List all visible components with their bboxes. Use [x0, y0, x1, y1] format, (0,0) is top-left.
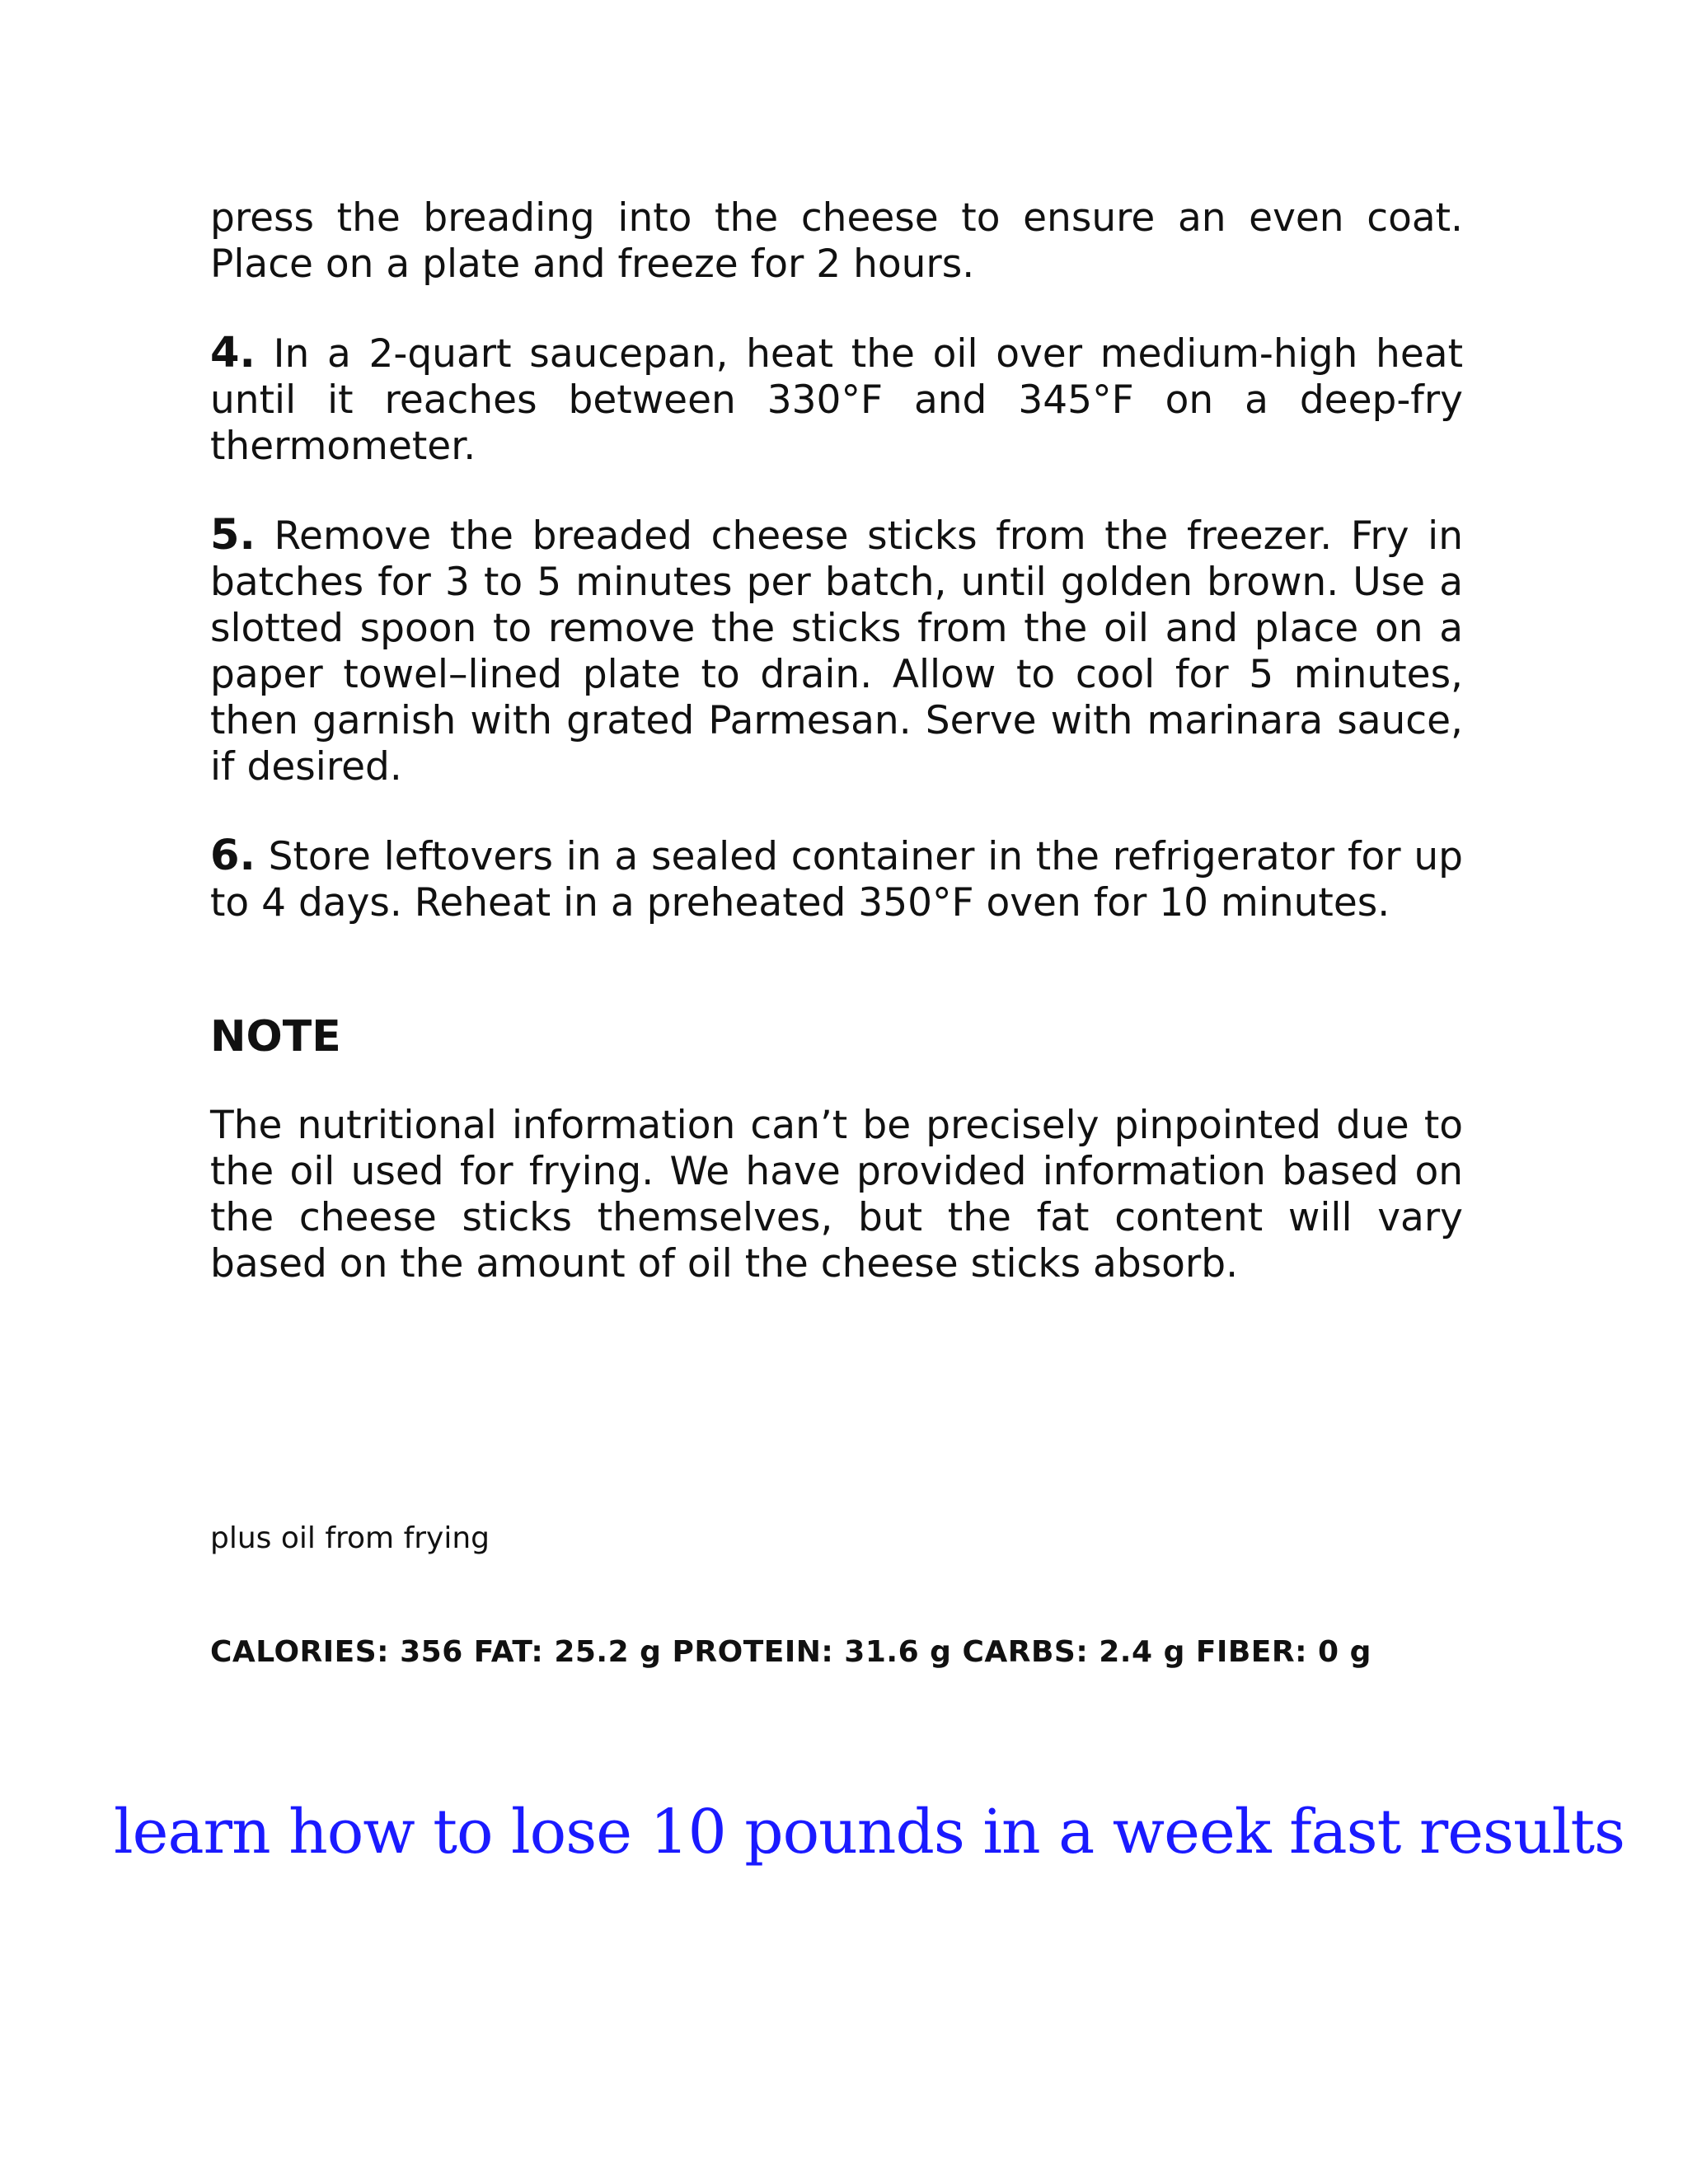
promo-link[interactable]: learn how to lose 10 pounds in a week fast results	[114, 1797, 1625, 1868]
nutrition-facts: CALORIES: 356 FAT: 25.2 g PROTEIN: 31.6 g CARBS: 2.4 g FIBER: 0 g	[210, 1635, 1372, 1669]
step-text: Remove the breaded cheese sticks from the freezer. Fry in batches for 3 to 5 minutes per batch, until golden brown. Use a slotted spoon to remove the sticks from the oil and place on a paper towel–lined plate to drain. Allow to cool for 5 minutes, then garnish with grated Parmesan. Serve with marinara sauce, if desired.	[210, 513, 1463, 790]
note-body: The nutritional information can’t be precisely pinpointed due to the oil used for frying. We have provided information based on the cheese sticks themselves, but the fat content will vary based on the amount of oil the cheese sticks absorb.	[210, 1103, 1463, 1286]
step-continued	[210, 195, 1463, 288]
step-4	[210, 330, 1463, 470]
note-heading: NOTE	[210, 1012, 341, 1062]
step-number: 4.	[210, 329, 256, 377]
step-text: Store leftovers in a sealed container in the refrigerator for up to 4 days. Reheat in a preheated 350°F oven for 10 minutes.	[210, 834, 1463, 926]
step-text: press the breading into the cheese to ensure an even coat. Place on a plate and freeze for 2 hours.	[210, 195, 1463, 287]
step-number: 6.	[210, 832, 256, 880]
serving-note: plus oil from frying	[210, 1521, 490, 1555]
step-number: 5.	[210, 511, 256, 560]
step-text: In a 2-quart saucepan, heat the oil over medium-high heat until it reaches between 330°F and 345°F on a deep-fry thermometer.	[210, 331, 1463, 469]
step-6	[210, 833, 1463, 926]
step-5	[210, 513, 1463, 790]
recipe-steps	[210, 195, 1463, 926]
